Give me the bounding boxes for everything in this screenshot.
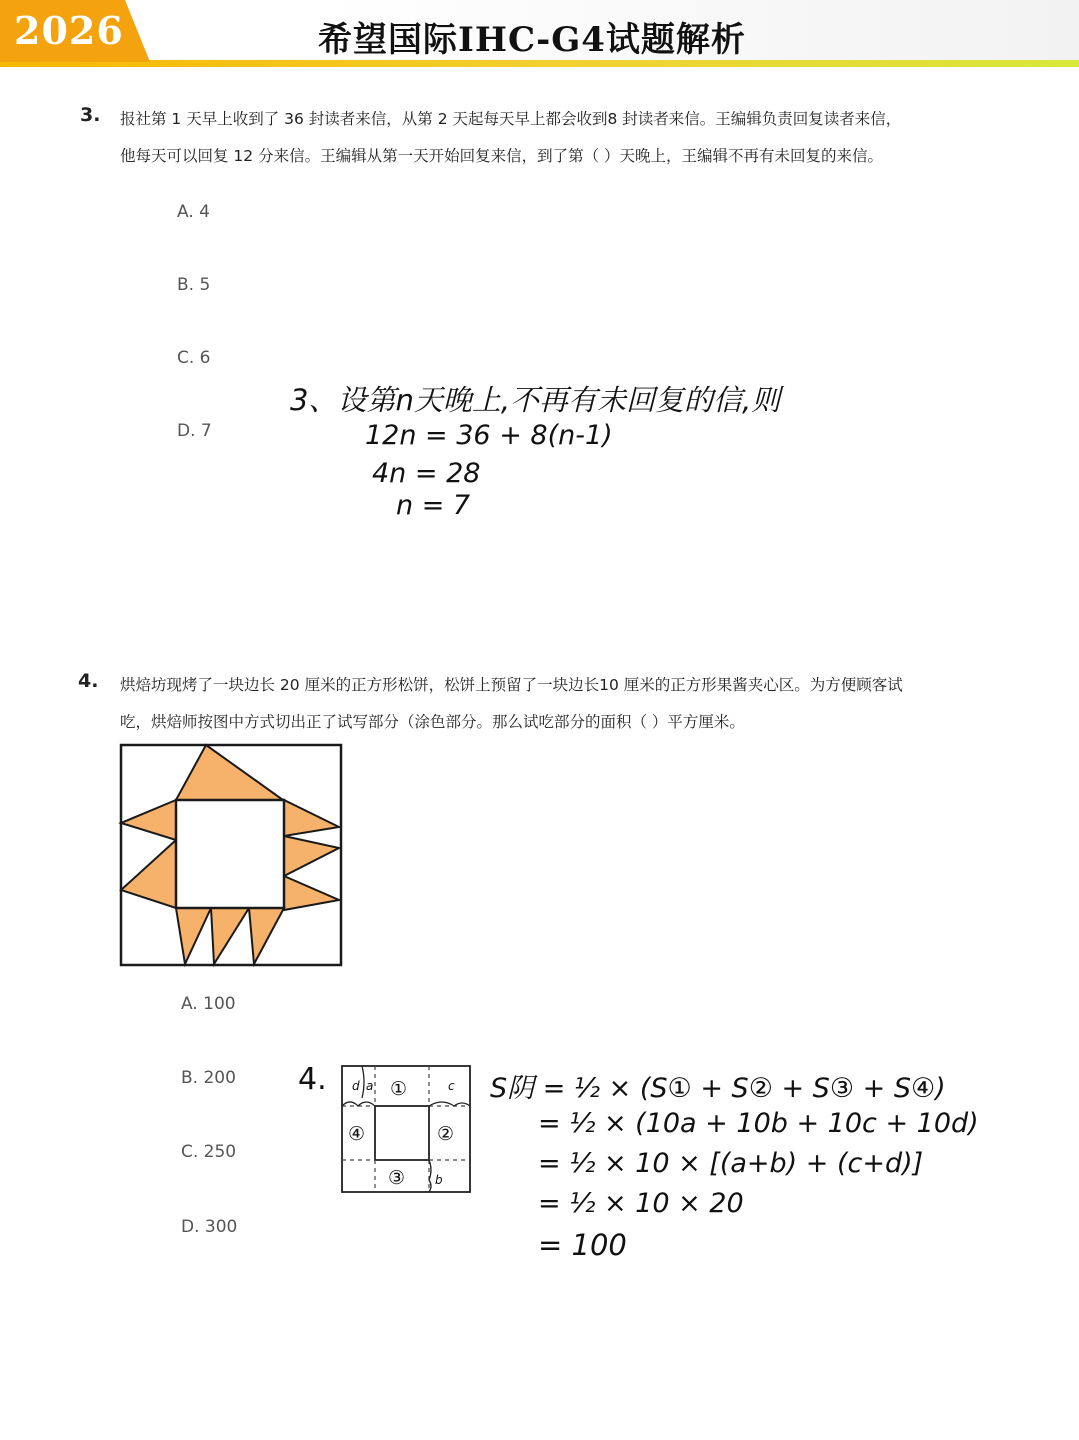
sketch-letter-d: d: [352, 1079, 360, 1093]
sketch-region-4: ④: [348, 1123, 366, 1145]
q3-solution-line-3: 4n = 28: [372, 458, 481, 489]
q4-solution-line-3: = ½ × 10 × [(a+b) + (c+d)]: [538, 1148, 924, 1179]
sketch-letter-a: a: [366, 1079, 374, 1093]
sketch-region-3: ③: [388, 1167, 406, 1189]
triangle-bottom-2: [211, 908, 249, 964]
q4-number: 4.: [78, 670, 99, 692]
triangle-right-3: [284, 876, 339, 910]
triangle-left-1: [121, 800, 176, 840]
q4-option-a: A. 100: [181, 994, 236, 1014]
q3-number: 3.: [80, 104, 101, 126]
triangle-right-2: [284, 836, 339, 876]
page-title: 希望国际IHC-G4试题解析: [318, 20, 746, 60]
sketch-letter-b: b: [435, 1173, 443, 1187]
q4-option-c: C. 250: [181, 1142, 237, 1162]
triangle-top: [176, 745, 283, 800]
inner-jam-square: [176, 800, 284, 908]
sketch-letter-c: c: [448, 1079, 455, 1093]
q4-option-b: B. 200: [181, 1068, 236, 1088]
triangle-bottom-1: [176, 908, 211, 964]
header-underline: [0, 60, 1079, 67]
q3-solution-line-4: n = 7: [396, 490, 471, 521]
q4-solution-line-1: S阴 = ½ × (S① + S② + S③ + S④): [490, 1073, 946, 1104]
q4-figure: [118, 742, 344, 968]
q3-option-c: C. 6: [177, 348, 211, 368]
q3-solution-line-2: 12n = 36 + 8(n-1): [365, 420, 613, 451]
q4-text-line-1: 烘焙坊现烤了一块边长 20 厘米的正方形松饼，松饼上预留了一块边长10 厘米的正方形果酱夹心区。为方便顾客试: [120, 676, 903, 694]
q4-text-line-2: 吃，烘焙师按图中方式切出正了试写部分（涂色部分。那么试吃部分的面积（ ）平方厘米。: [120, 713, 745, 731]
triangle-right-1: [284, 800, 339, 836]
q4-solution-sketch: [338, 1062, 476, 1196]
q4-sketch-label: 4.: [298, 1062, 327, 1097]
sketch-region-2: ②: [437, 1123, 455, 1145]
q4-solution-line-2: = ½ × (10a + 10b + 10c + 10d): [538, 1108, 979, 1139]
q4-solution-line-5: = 100: [538, 1228, 627, 1262]
q3-text-line-1: 报社第 1 天早上收到了 36 封读者来信，从第 2 天起每天早上都会收到8 封读者来信。王编辑负责回复读者来信，: [120, 110, 902, 128]
sketch-region-1: ①: [390, 1078, 408, 1100]
q4-solution-line-4: = ½ × 10 × 20: [538, 1188, 744, 1219]
page-header: [0, 0, 1079, 68]
q3-text-line-2: 他每天可以回复 12 分来信。王编辑从第一天开始回复来信，到了第（ ）天晚上，王编辑不再有未回复的来信。: [120, 147, 884, 165]
q3-option-b: B. 5: [177, 275, 211, 295]
sketch-inner-square: [375, 1106, 429, 1160]
q3-option-d: D. 7: [177, 421, 212, 441]
q3-option-a: A. 4: [177, 202, 210, 222]
triangle-bottom-3: [249, 908, 284, 964]
triangle-left-2: [121, 840, 176, 908]
q3-solution-line-1: 3、设第n天晚上,不再有未回复的信,则: [290, 383, 781, 417]
q4-option-d: D. 300: [181, 1217, 238, 1237]
year-label: 2026: [14, 8, 124, 53]
